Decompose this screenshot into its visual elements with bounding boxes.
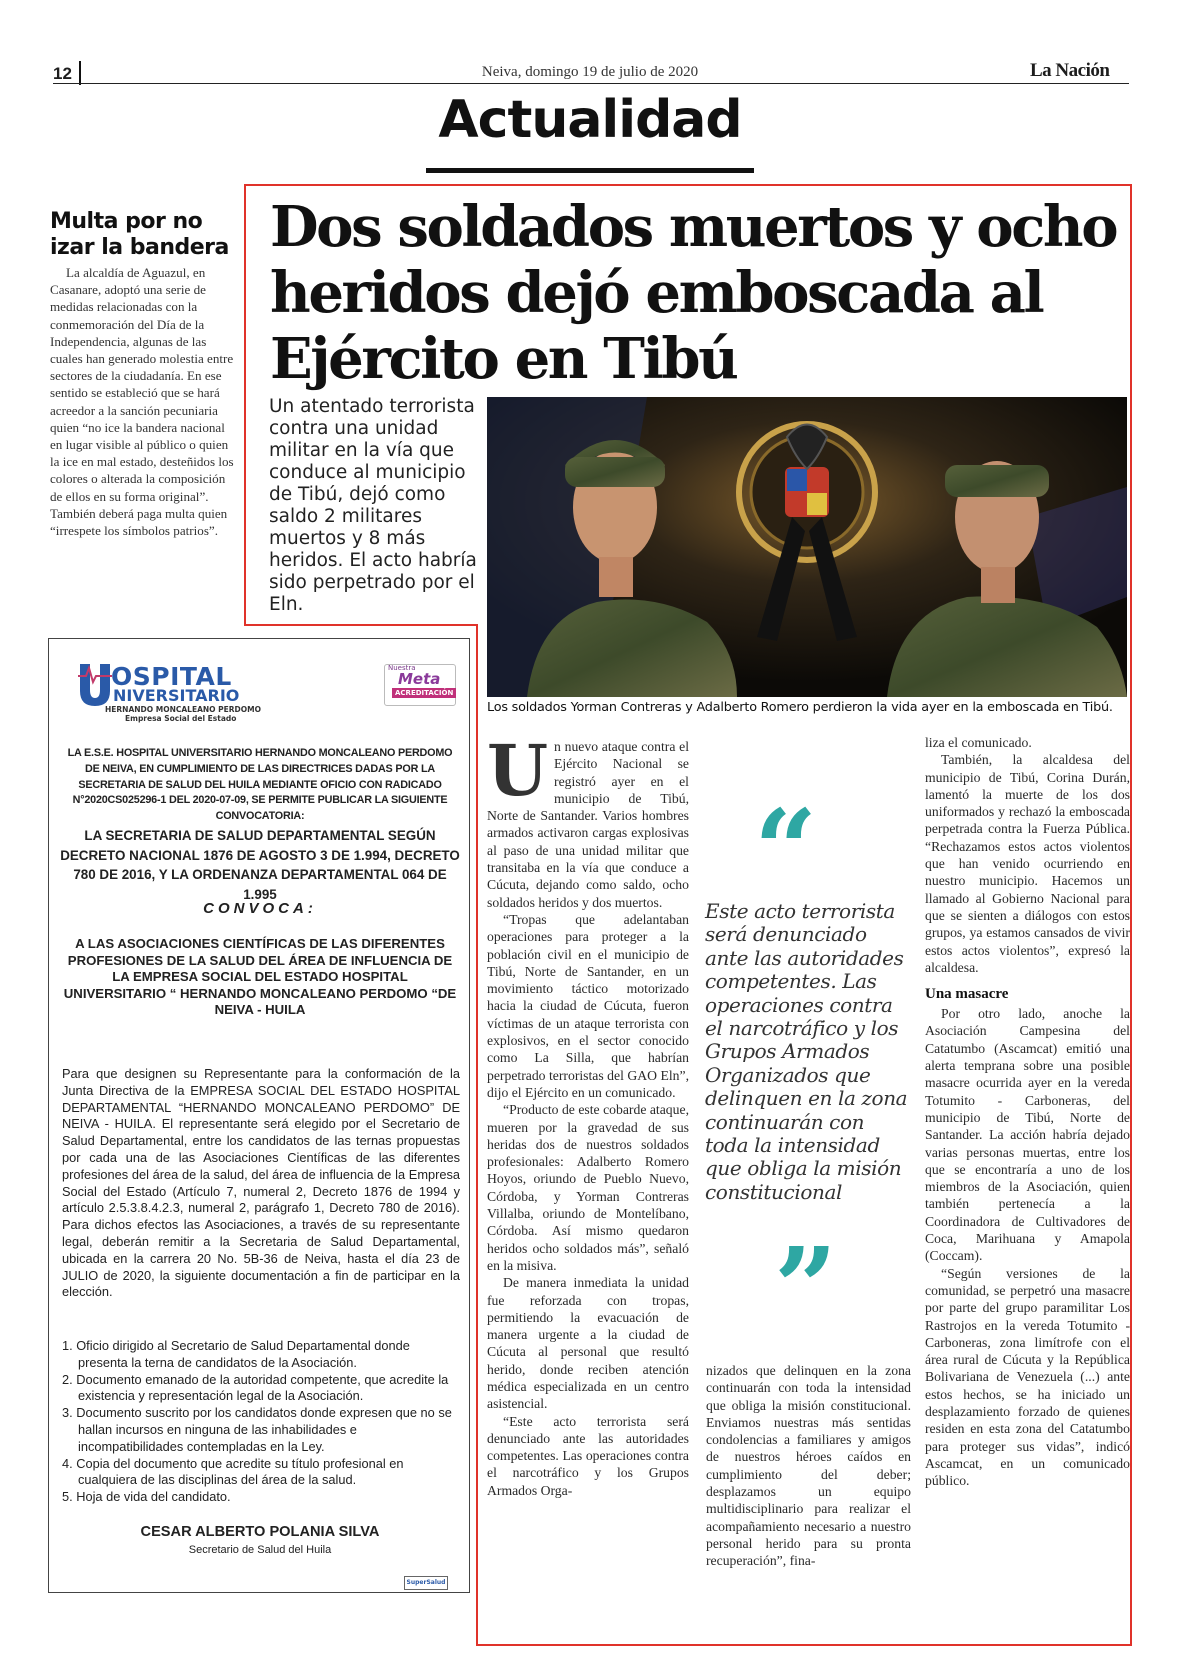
article-paragraph: De manera inmediata la unidad fue reforzada con tropas, permitiendo la evacuación de manera urgente a la ciudad de Cúcuta al personal que resultó herido, donde reciben atención médica especializada en un centro asistencial. <box>487 1275 689 1412</box>
hospital-logo-line3: HERNANDO MONCALEANO PERDOMO <box>105 705 261 714</box>
article-headline: Dos soldados muertos y ocho heridos dejó emboscada al Ejército en Tibú <box>270 194 1117 392</box>
close-quote-icon: ” <box>774 1223 838 1352</box>
article-paragraph: “Según versiones de la comunidad, se perpetró una masacre por parte del grupo paramilitar Los Rastrojos en la vereda Totumito - Carboneras, zona limítrofe con el área rural de Cúcuta y la República Bolivariana de Venezuela (...) ante estos hechos, se ha iniciado un desplazamiento forzado de quienes residen en esta zona del Catatumbo para proteger sus vidas”, indicó Ascamcat, en un comunicado público. <box>925 1265 1130 1489</box>
drop-cap: U <box>487 729 549 812</box>
photo-caption: Los soldados Yorman Contreras y Adalberto Romero perdieron la vida ayer en la emboscada en Tibú. <box>487 700 1113 715</box>
ad-requirement: 2. Documento emanado de la autoridad competente, que acredite la existencia y representación legal de la Asociación. <box>62 1371 449 1404</box>
hospital-logo-line2: NIVERSITARIO <box>113 686 240 705</box>
dateline: Neiva, domingo 19 de julio de 2020 <box>481 64 699 80</box>
article-paragraph: liza el comunicado. <box>925 735 1032 750</box>
ad-secretaria: LA SECRETARIA DE SALUD DEPARTAMENTAL SEGÚN DECRETO NACIONAL 1876 DE AGOSTO 3 DE 1.994, DECRETO 780 DE 2016, Y LA ORDENANZA DEPARTAMENTAL 064 DE 1.995 <box>60 828 460 902</box>
article-paragraph: También, la alcaldesa del municipio de Tibú, Corina Durán, lamentó la muerte de los dos uniformados y rechazó la emboscada perpetrada contra la Fuerza Pública. “Rechazamos estos actos violentos que han venido ocurriendo en nuestro municipio. Hacemos un llamado al Gobierno Nacional para que se sienten a diálogos con estos grupos, ya estamos cansados de vivir estos actos violentos”, expresó la alcaldesa. <box>925 752 1130 975</box>
soldiers-photo <box>487 397 1127 697</box>
supersalud-logo: SuperSalud <box>404 1576 448 1590</box>
article-deck: Un atentado terrorista contra una unidad militar en la vía que conduce al municipio de Tibú, dejó como saldo 2 militares muertos y 8 más heridos. El acto habría sido perpetrado por el Eln. <box>269 396 477 615</box>
ad-requirement: 4. Copia del documento que acredite su título profesional en cualquiera de las disciplinas del área de la salud. <box>62 1455 404 1488</box>
badge-subtext: ACREDITACIÓN <box>392 688 456 698</box>
article-lead-paragraph <box>487 729 689 911</box>
sidebar-headline: Multa por no izar la bandera <box>50 209 229 260</box>
lead-text: n nuevo ataque contra el Ejército Nacional se registró ayer en el municipio de Tibú, Norte de Santander. Varios hombres armados activaron cargas explosivas al paso de una unidad militar que transitaba en la vía que conduce a Cúcuta, dejando como saldo, ocho soldados heridos y dos muertos. <box>487 739 689 910</box>
ad-intro: LA E.S.E. HOSPITAL UNIVERSITARIO HERNANDO MONCALEANO PERDOMO DE NEIVA, EN CUMPLIMIENTO DE LAS DIRECTRICES DADAS POR LA SECRETARIA DE SALUD DEL HUILA MEDIANTE OFICIO CON RADICADO N°2020CS025296-1 DEL 2020-07-09, SE PERMITE PUBLICAR LA SIGUIENTE CONVOCATORIA: <box>67 747 453 823</box>
ad-convoca: CONVOCA: <box>203 900 317 917</box>
section-title: Actualidad <box>438 90 742 150</box>
highlight-frame-step <box>244 624 478 626</box>
article-paragraph: “Producto de este cobarde ataque, mueren por la gravedad de sus heridas dos de nuestros soldados profesionales: Adalberto Romero Hoyos, oriundo de Pueblo Nuevo, Córdoba, y Yorman Contreras Villalba, oriundo de Montelíbano, Córdoba. Así mismo quedaron heridos ocho soldados más”, señaló en la misiva. <box>487 1102 689 1273</box>
sidebar-paragraph: La alcaldía de Aguazul, en Casanare, adoptó una serie de medidas relacionadas con la conmemoración del Día de la Independencia, algunas de las cuales han generado molestia entre sectores de la ciudadanía. En ese sentido se estableció que se hará acreedor a la sanción pecuniaria quien “no ice la bandera nacional en lugar visible al público o quien la ice en mal estado, desteñidos los colores o alterada la composición de ellos en su forma original”. También deberá paga multa quien “irrespete los símbolos patrios”. <box>50 265 234 539</box>
article-paragraph: “Tropas que adelantaban operaciones para proteger a la población civil en el municipio de Tibú, Norte de Santander, en un movimiento táctico motorizado hacia la ciudad de Cúcuta, fueron víctimas de un ataque terrorista con explosivos, en el sector conocido como La Silla, que habrían perpetrado terroristas del GAO Eln”, dijo el Ejército en un comunicado. <box>487 911 689 1100</box>
ad-requirement: 5. Hoja de vida del candidato. <box>62 1489 231 1505</box>
page-number: 12 <box>53 64 72 83</box>
ad-associations: A LAS ASOCIACIONES CIENTÍFICAS DE LAS DIFERENTES PROFESIONES DE LA SALUD DEL ÁREA DE INFLUENCIA DE LA EMPRESA SOCIAL DEL ESTADO HOSPITAL UNIVERSITARIO “ HERNANDO MONCALEANO PERDOMO “DE NEIVA - HUILA <box>63 936 457 1018</box>
sidebar-body <box>50 264 237 539</box>
article-paragraph: nizados que delinquen en la zona continuarán con toda la intensidad que obliga la misión constitucional. Enviamos nuestras más sentidas condolencias a familiares y amigos de nuestros héroes caídos en cumplimiento del deber; desplazamos un equipo multidisciplinario para realizar el acompañamiento necesario a nuestro personal herido para su pronta recuperación”, fina- <box>706 1363 911 1569</box>
ad-requirement: 1. Oficio dirigido al Secretario de Salud Departamental donde presenta la terna de candidatos de la Asociación. <box>62 1338 410 1370</box>
article-paragraph: Por otro lado, anoche la Asociación Campesina del Catatumbo (Ascamcat) emitió una alerta temprana sobre una posible masacre ocurrida ayer en la vereda Totumito - Carboneras, del municipio de Tibú, Norte de Santander. La acción habría dejado varias personas muertas, entre los que se encontraría a uno de los miembros de la Asociación, quien también pertenecía a la Coordinadora de Cultivadores de Coca, Marihuana y Amapola (Coccam). <box>925 1006 1130 1264</box>
section-underline <box>426 168 754 173</box>
page-number-divider <box>79 61 81 85</box>
ad-signer-role: Secretario de Salud del Huila <box>188 1544 332 1556</box>
open-quote-icon: “ <box>754 785 818 914</box>
ad-signer: CESAR ALBERTO POLANIA SILVA <box>140 1524 380 1540</box>
ad-requirements-list <box>62 1338 460 1506</box>
badge-small-text: Nuestra <box>388 664 416 672</box>
article-subhead: Una masacre <box>925 986 1009 1003</box>
pull-quote: Este acto terrorista será denunciado ante las autoridades competentes. Las operaciones contra el narcotráfico y los Grupos Armados Organizados que delinquen en la zona continuarán con toda la intensidad que obliga la misión constitucional <box>705 899 908 1204</box>
article-column-3 <box>925 734 1130 1489</box>
article-paragraph: “Este acto terrorista será denunciado ante las autoridades competentes. Las operaciones contra el narcotráfico y los Grupos Armados Orga- <box>487 1413 689 1498</box>
newspaper-logo: La Nación <box>1030 60 1110 81</box>
hospital-logo-line1: OSPITAL <box>111 662 232 691</box>
ad-requirement: 3. Documento suscrito por los candidatos donde expresen que no se hallan incursos en ninguna de las inhabilidades e incompatibilidades contempladas en la Ley. <box>62 1405 452 1454</box>
soldiers-photo-illustration <box>487 397 1127 697</box>
header-rule <box>53 83 1129 84</box>
article-column-1 <box>487 729 689 1499</box>
hospital-logo-line4: Empresa Social del Estado <box>125 714 237 723</box>
ad-body: Para que designen su Representante para la conformación de la Junta Directiva de la EMPRESA SOCIAL DEL ESTADO HOSPITAL DEPARTAMENTAL “HERNANDO MONCALEANO PERDOMO” DE NEIVA - HUILA. El representante será elegido por el Secretario de Salud Departamental, entre los candidatos de las ternas propuestas por cada una de las Asociaciones Científicas de las diferentes profesiones del área de la salud, del área de influencia de la Empresa Social del Estado (Artículo 7, numeral 2, Decreto 1876 de 1994 y artículo 2.5.3.8.4.2.3, numeral 2, parágrafo 1, Decreto 780 de 2016). Para dichos efectos las Asociaciones, a través de su representante legal, deberán remitir a la Secretaria de Salud Departamental, ubicada en la carrera 20 No. 5B-36 de Neiva, hasta el día 23 de JULIO de 2020, la siguiente documentación a fin de participar en la elección. <box>62 1066 460 1300</box>
badge-word: Meta <box>398 670 441 688</box>
article-column-2 <box>706 1362 911 1570</box>
